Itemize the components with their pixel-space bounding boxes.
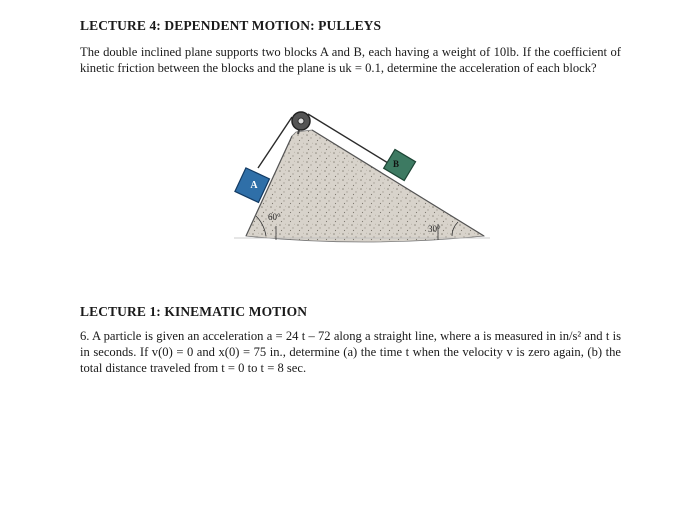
block-a-label: A [250, 180, 258, 191]
lecture-4-title: LECTURE 4: DEPENDENT MOTION: PULLEYS [80, 18, 382, 33]
lecture-1-title: LECTURE 1: KINEMATIC MOTION [80, 304, 308, 319]
angle-60-label: 60° [268, 212, 281, 222]
lecture-1-problem-text: 6. A particle is given an acceleration a = 24 t – 72 along a straight line, where a is measured in in/s² and t is in seconds. If v(0) = 0 and x(0) = 75 in., determine (a) the time t when the velocity v is zero again, (b) the total distance traveled from t = 0 to t = 8 sec. [80, 329, 621, 375]
double-incline-diagram [224, 106, 494, 262]
block-b [384, 149, 416, 180]
angle-30-label: 30° [428, 224, 441, 234]
incline-body [246, 130, 484, 242]
double-incline-figure [224, 106, 494, 262]
lecture-4-problem-text: The double inclined plane supports two blocks A and B, each having a weight of 10lb. If the coefficient of kinetic friction between the blocks and the plane is uk = 0.1, determine the acceleration of each block? [80, 45, 621, 75]
pulley-hub [298, 118, 304, 124]
block-b-label: B [392, 159, 400, 169]
